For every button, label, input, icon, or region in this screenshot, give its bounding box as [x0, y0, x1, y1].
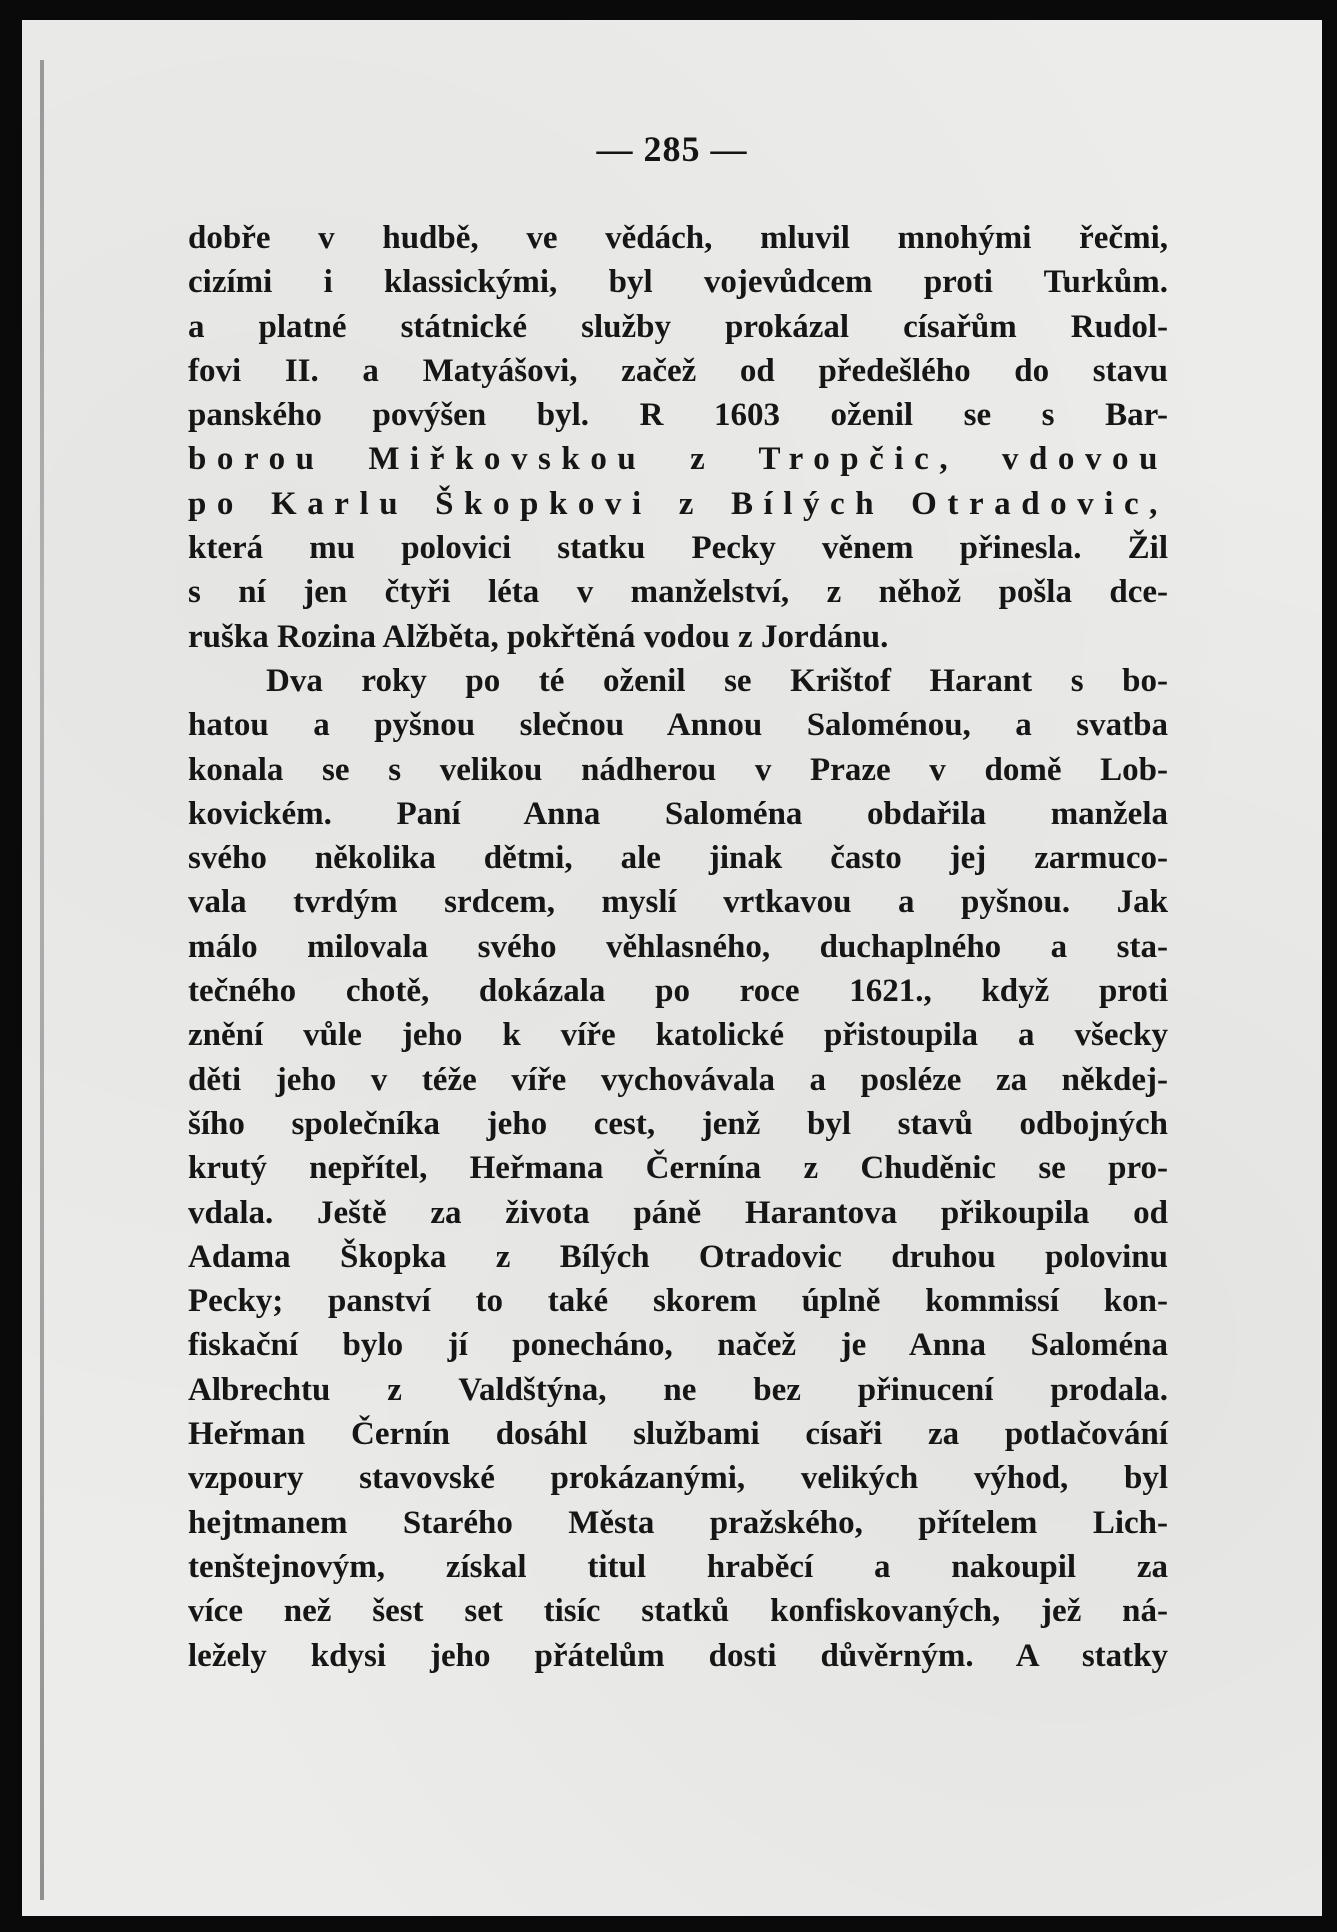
text-line: málo milovala svého věhlasného, duchaplného a sta-	[188, 928, 1168, 965]
text-line: po Karlu Škopkovi z Bílých Otradovic,	[188, 485, 1168, 522]
text-line: děti jeho v téže víře vychovávala a posléze za někdej-	[188, 1061, 1168, 1098]
text-line: tečného chotě, dokázala po roce 1621., když proti	[188, 973, 1168, 1010]
text-line: šího společníka jeho cest, jenž byl stavů odbojných	[188, 1105, 1168, 1142]
text-line: znění vůle jeho k víře katolické přistoupila a všecky	[188, 1017, 1168, 1054]
text-line: ruška Rozina Alžběta, pokřtěná vodou z Jordánu.	[188, 618, 889, 655]
text-line: více než šest set tisíc statků konfiskovaných, jež ná-	[188, 1593, 1168, 1630]
text-line: konala se s velikou nádherou v Praze v domě Lob-	[188, 751, 1168, 788]
text-line: panského povýšen byl. R 1603 oženil se s Bar-	[188, 397, 1168, 434]
text-line: tenštejnovým, získal titul hraběcí a nakoupil za	[188, 1548, 1168, 1585]
text-line: ležely kdysi jeho přátelům dosti důvěrným. A statky	[188, 1637, 1168, 1674]
binding-edge	[40, 60, 44, 1900]
text-line: která mu polovici statku Pecky věnem přinesla. Žil	[188, 530, 1168, 567]
text-line: fiskační bylo jí ponecháno, načež je Anna Saloména	[188, 1327, 1168, 1364]
text-line: vzpoury stavovské prokázanými, velikých výhod, byl	[188, 1460, 1168, 1497]
text-line: s ní jen čtyři léta v manželství, z něhož pošla dce-	[188, 574, 1168, 611]
text-line: Heřman Černín dosáhl službami císaři za potlačování	[188, 1416, 1168, 1453]
text-line: krutý nepřítel, Heřmana Černína z Chuděnic se pro-	[188, 1150, 1168, 1187]
body-text	[188, 216, 1168, 1678]
text-line: kovickém. Paní Anna Saloména obdařila manžela	[188, 795, 1168, 832]
text-line: a platné státnické služby prokázal císařům Rudol-	[188, 308, 1168, 345]
text-line: fovi II. a Matyášovi, začež od předešlého do stavu	[188, 352, 1168, 389]
text-line: svého několika dětmi, ale jinak často jej zarmuco-	[188, 840, 1168, 877]
page-number: — 285 —	[596, 129, 748, 169]
text-line: hatou a pyšnou slečnou Annou Saloménou, a svatba	[188, 707, 1168, 744]
text-line: Dva roky po té oženil se Krištof Harant s bo-	[266, 662, 1168, 699]
text-line: vdala. Ještě za života páně Harantova přikoupila od	[188, 1194, 1168, 1231]
text-line: dobře v hudbě, ve vědách, mluvil mnohými řečmi,	[188, 220, 1168, 256]
text-line: Pecky; panství to také skorem úplně kommissí kon-	[188, 1283, 1168, 1320]
text-line: Albrechtu z Valdštýna, ne bez přinucení prodala.	[188, 1371, 1168, 1408]
book-page	[22, 20, 1322, 1916]
text-line: cizími i klassickými, byl vojevůdcem proti Turkům.	[188, 264, 1168, 301]
text-line: hejtmanem Starého Města pražského, přítelem Lich-	[188, 1504, 1168, 1541]
text-line: borou Miřkovskou z Tropčic, vdovou	[188, 441, 1168, 478]
text-line: Adama Škopka z Bílých Otradovic druhou polovinu	[188, 1238, 1168, 1275]
text-line: vala tvrdým srdcem, myslí vrtkavou a pyšnou. Jak	[188, 884, 1168, 921]
